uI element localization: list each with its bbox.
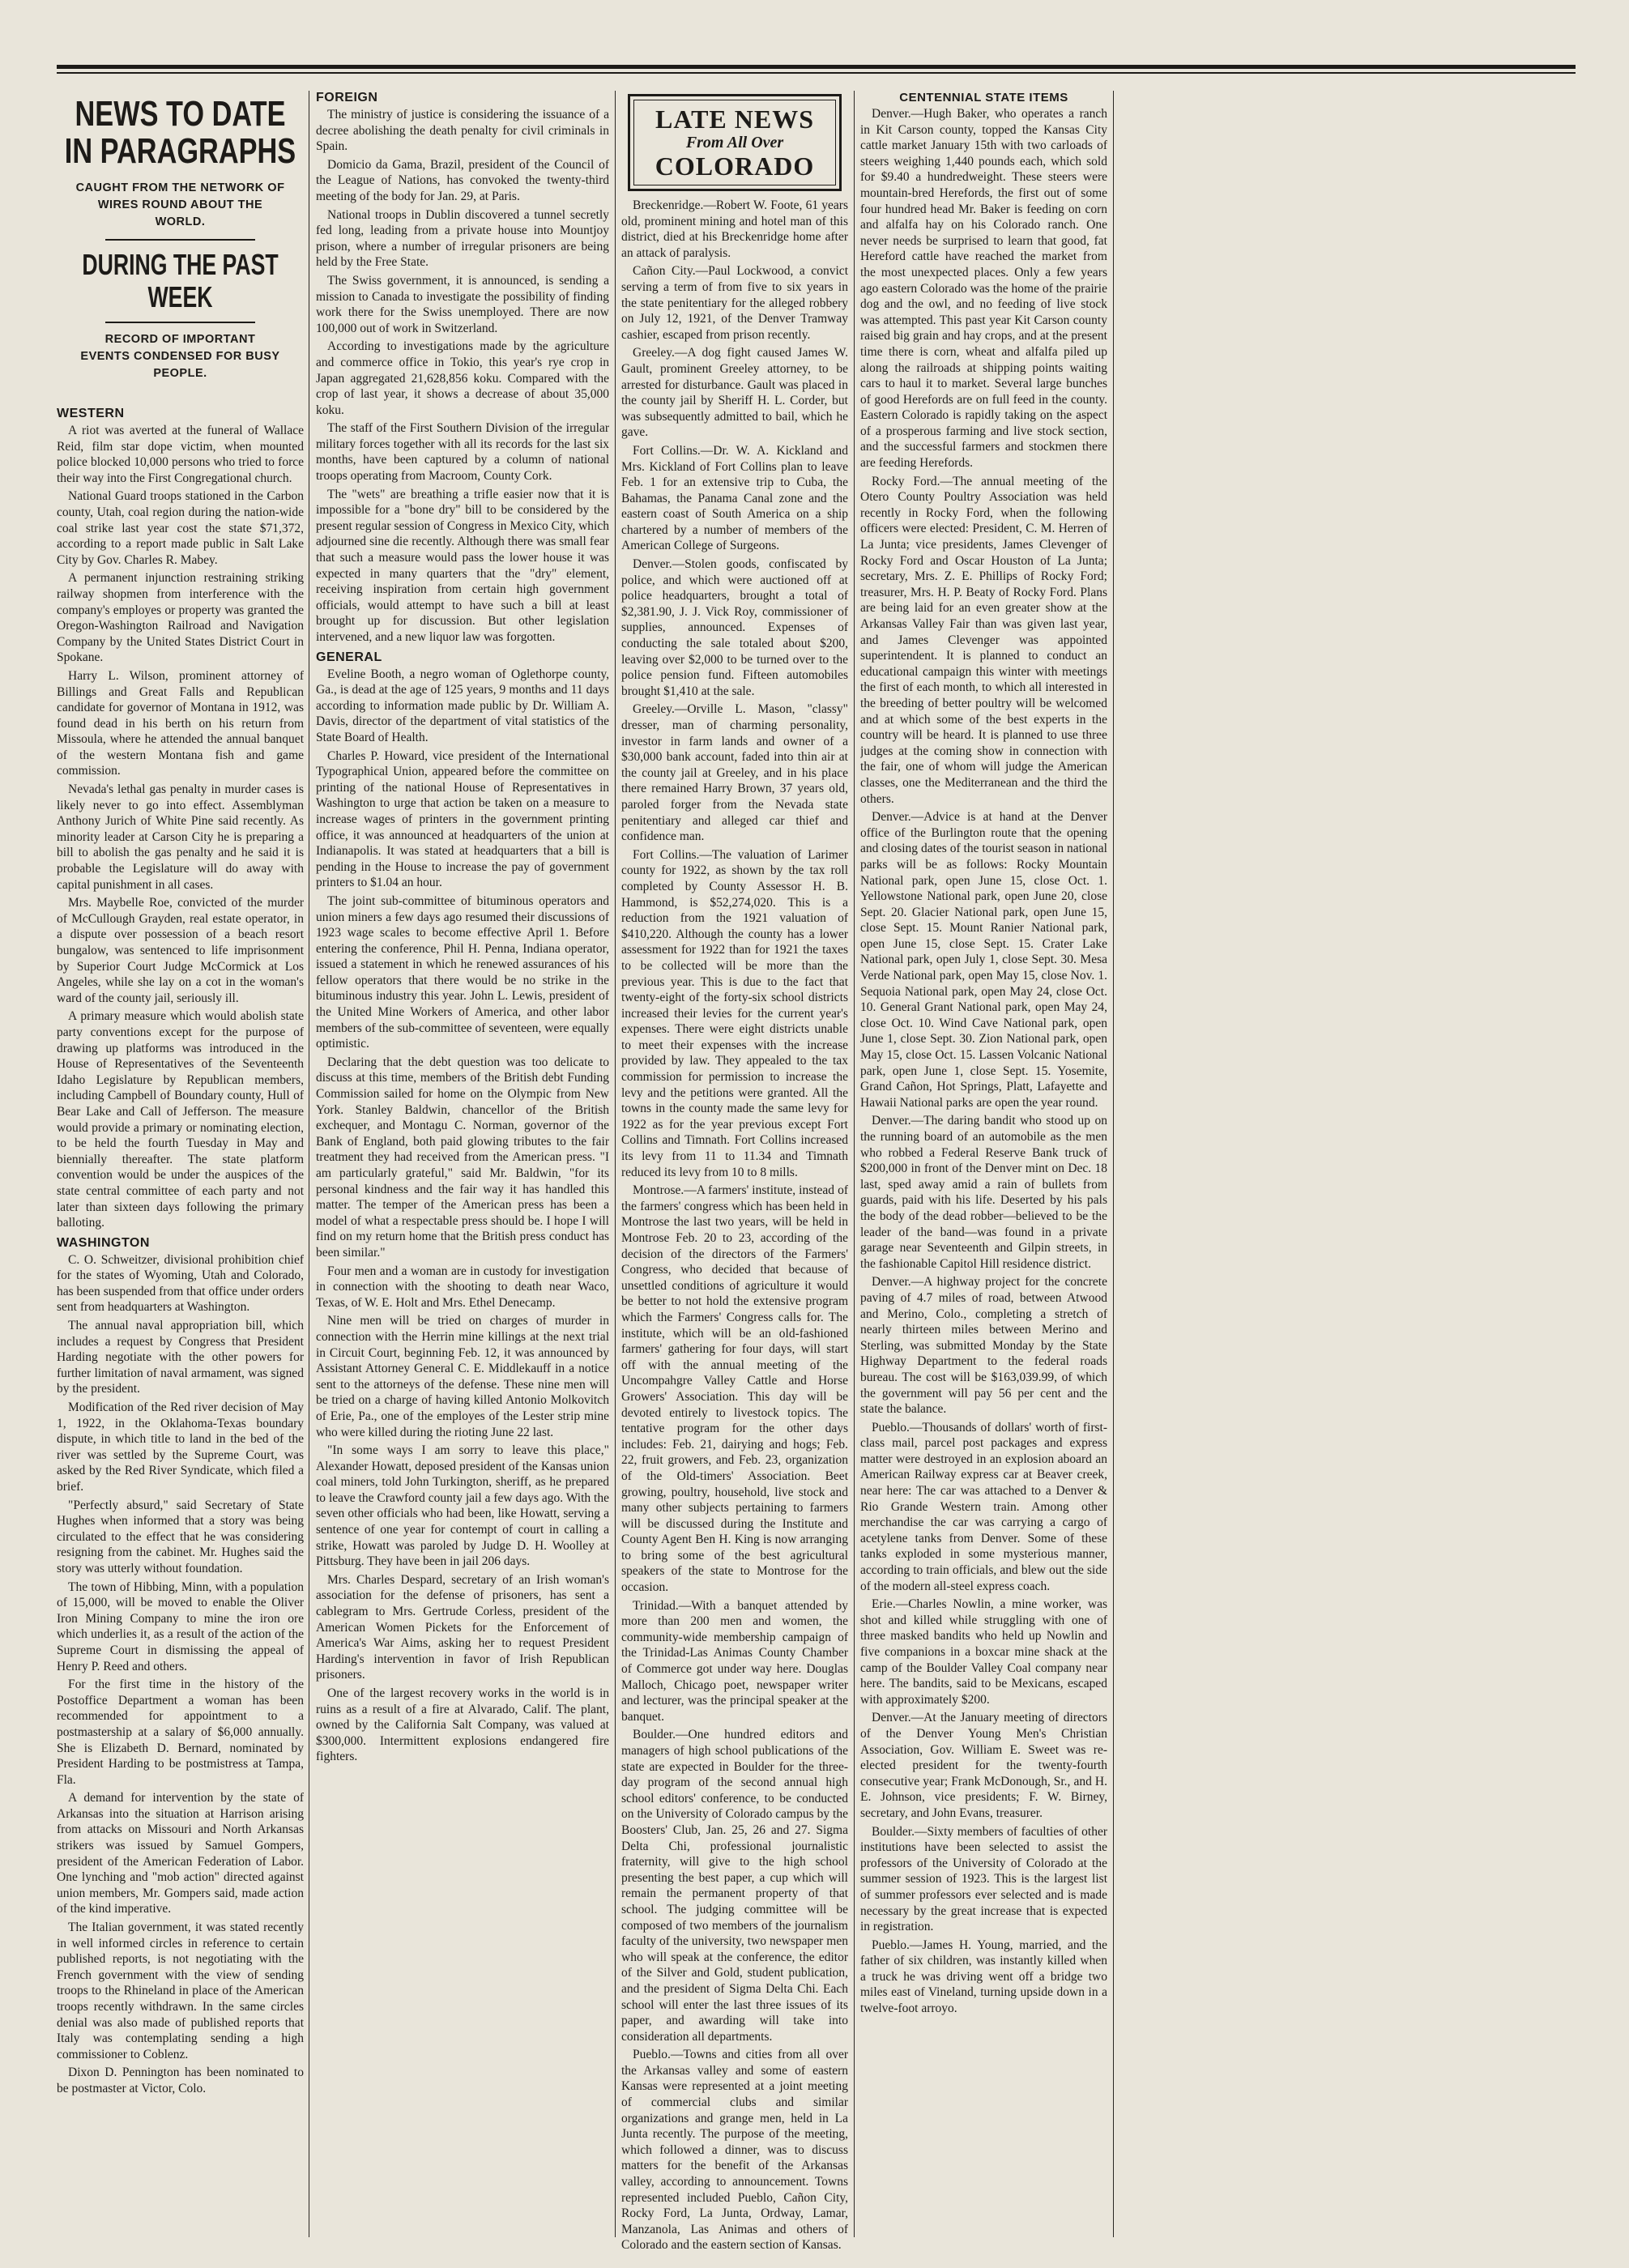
- article: According to investigations made by the agriculture and commerce office in Tokio, this year's rye crop in Japan aggregated 21,628,856 koku. Compared with the crop of last year, it shows a decrease of about 35,000 koku.: [316, 339, 609, 417]
- article: The annual naval appropriation bill, which includes a request by Congress that President Harding negotiate with the other powers for further limitation of naval armament, was signed by the president.: [57, 1319, 304, 1396]
- column-news-to-date: [57, 91, 304, 2100]
- column-rule: [854, 91, 855, 2237]
- article: A primary measure which would abolish state party conventions except for the purpose of drawing up platforms was introduced in the House of Representatives of the Seventeenth Idaho Legislature by Republican members, including Campbell of Boundary county, Hull of Bear Lake and Call of Jefferson. The measure would provide a primary or nominating election, to be held the fourth Tuesday in May and biennially thereafter. The state platform convention would be under the auspices of the state central committee of each party and not later than sixteen days following the primary balloting.: [57, 1009, 304, 1230]
- late-news-title: LATE NEWS: [655, 104, 814, 134]
- article: Pueblo.—James H. Young, married, and the father of six children, was instantly killed when a truck he was driving went off a bridge two miles east of Vineland, turning upside down in a twelve-foot arroyo.: [860, 1938, 1107, 2016]
- article: Eveline Booth, a negro woman of Oglethorpe county, Ga., is dead at the age of 125 years, 9 months and 11 days according to information made public by Dr. William A. Davis, director of the department of vital statistics of the State Board of Health.: [316, 667, 609, 744]
- article: Domicio da Gama, Brazil, president of the Council of the League of Nations, has convoked the twenty-third meeting of the body for Jan. 29, at Paris.: [316, 157, 609, 203]
- article: Nine men will be tried on charges of murder in connection with the Herrin mine killings at the next trial in Circuit Court, beginning Feb. 12, it was announced by Assistant Attorney General C. E. Middlekauff in a notice sent to the attorneys of the defense. These nine men will be tried on a charge of having killed Antonio Molkovitch of Erie, Pa., one of the employes of the Lester strip mine who were killed during the rioting June 22 last.: [316, 1314, 609, 1439]
- washington-articles: [57, 1252, 304, 2097]
- article: Cañon City.—Paul Lockwood, a convict serving a term of from five to six years in the state penitentiary for the alleged robbery on July 12, 1921, of the Denver Tramway cashier, escaped from prison recently.: [621, 264, 848, 342]
- article: Boulder.—One hundred editors and managers of high school publications of the state are expected in Boulder for the three-day program of the second annual high school editors' conference, to be conducted on the University of Colorado campus by the Boosters' Club, Jan. 25, 26 and 27. Sigma Delta Chi, professional journalistic fraternity, will give to the high school presenting the best paper, a cup which will remain the permanent property of that school. The judging committee will be composed of two members of the journalism faculty of the university, two newspaper men who will speak at the conference, the editor of the Silver and Gold, student publication, and the president of Sigma Delta Chi. Each school will enter the last three issues of its paper, and awarding will take into consideration all departments.: [621, 1728, 848, 2044]
- article: A permanent injunction restraining striking railway shopmen from interference with the company's employes or property was granted the Oregon-Washington Railroad and Navigation Company by the United States District Court in Spokane.: [57, 571, 304, 665]
- article: Montrose.—A farmers' institute, instead of the farmers' congress which has been held in Montrose the last two years, will be held in Montrose Feb. 20 to 23, according of the decision of the directors of the Farmers' Congress, who decided that because of unsettled conditions of agriculture it would be better to not hold the extensive program which the Farmers' Congress calls for. The institute, which will be an old-fashioned farmers' gathering for four days, will start off with the annual meeting of the Uncompahgre Valley Cattle and Horse Growers' Association. This day will be devoted entirely to livestock topics. The tentative program for the other days includes: Feb. 21, dairying and hogs; Feb. 22, fruit growers, and Feb. 23, organization of the Old-timers' Association. Beet growing, poultry, household, live stock and many other subjects pertaining to farmers will be discussed during the Institute and County Agent Ben H. King is now arranging to bring some of the best agricultural speakers of the state to Montrose for the occasion.: [621, 1183, 848, 1595]
- article: C. O. Schweitzer, divisional prohibition chief for the states of Wyoming, Utah and Colorado, has been suspended from that office under orders sent from headquarters at Washington.: [57, 1252, 304, 1315]
- late-news-region: COLORADO: [655, 151, 815, 181]
- article: The Italian government, it was stated recently in well informed circles in reference to certain published reports, is not negotiating with the French government with the view of sending troops to the Rhineland in place of the American troops recently withdrawn. In the same circles denial was also made of published reports that Italy was contemplating sending a high commissioner to Coblenz.: [57, 1921, 304, 2061]
- article: Mrs. Charles Despard, secretary of an Irish woman's association for the defense of prisoners, has sent a cablegram to Mrs. Gertrude Corless, president of the American Women Pickets for the Enforcement of America's War Aims, asking her to request President Harding's intervention in favor of Irish Republican prisoners.: [316, 1572, 609, 1682]
- article: Denver.—Stolen goods, confiscated by police, and which were auctioned off at police headquarters, brought a total of $2,381.90, J. J. Vick Roy, commissioner of supplies, announced. Expenses of conducting the sale totaled about $200, leaving over $2,000 to be turned over to the police pension fund. Fifteen automobiles brought $1,410 at the sale.: [621, 557, 848, 698]
- article: National Guard troops stationed in the Carbon county, Utah, coal region during the nation-wide coal strike last year cost the state $71,372, according to a report made public in Salt Lake City by Gov. Charles R. Mabey.: [57, 489, 304, 567]
- article: Four men and a woman are in custody for investigation in connection with the shooting to death near Waco, Texas, of W. E. Holt and Mrs. Ethel Denecamp.: [316, 1264, 609, 1310]
- article: Mrs. Maybelle Roe, convicted of the murder of McCullough Grayden, real estate operator, in a dispute over possession of a beach resort bungalow, was sentenced to life imprisonment by Superior Court Judge McCormick at Los Angeles, while she lay on a cot in the woman's ward of the county jail, seriously ill.: [57, 896, 304, 1005]
- article: Pueblo.—Thousands of dollars' worth of first-class mail, parcel post packages and express matter were destroyed in an explosion aboard an American Railway express car at Beaver creek, near here: The car was attached to a Denver & Rio Grande Western train. Among other merchandise the car was carrying a cargo of acetylene tanks from Denver. Some of these tanks exploded in some mysterious manner, according to train officials, and blew out the side of the modern all-steel express coach.: [860, 1420, 1107, 1593]
- article: Modification of the Red river decision of May 1, 1922, in the Oklahoma-Texas boundary dispute, in which title to land in the bed of the river was settled by the Supreme Court, was asked by the Red River Syndicate, which filed a brief.: [57, 1400, 304, 1494]
- article: A riot was averted at the funeral of Wallace Reid, film star dope victim, when mounted police blocked 10,000 persons who tried to force their way into the First Congregational church.: [57, 424, 304, 485]
- article: Dixon D. Pennington has been nominated to be postmaster at Victor, Colo.: [57, 2066, 304, 2095]
- article: Pueblo.—Towns and cities from all over the Arkansas valley and some of eastern Kansas were represented at a joint meeting of commercial clubs and similar organizations and grange men, held in La Junta recently. The purpose of the meeting, which followed a dinner, was to discuss matters for the benefit of the Arkansas valley, according to announcement. Towns represented included Pueblo, Cañon City, Rocky Ford, La Junta, Ordway, Lamar, Manzanola, Las Animas and others of Colorado and the eastern section of Kansas.: [621, 2048, 848, 2253]
- article: Greeley.—A dog fight caused James W. Gault, prominent Greeley attorney, to be arrested for disturbance. Gault was placed in the county jail by Sheriff H. L. Corder, but was subsequently admitted to bail, which he gave.: [621, 346, 848, 440]
- subheadline: CAUGHT FROM THE NETWORK OF WIRES ROUND ABOUT THE WORLD.: [75, 181, 285, 228]
- divider: [105, 239, 255, 241]
- section-heading: WESTERN: [57, 407, 125, 420]
- article: Harry L. Wilson, prominent attorney of Billings and Great Falls and Republican candidate for governor of Montana in 1912, was found dead in his berth on his return from Missoula, where he attended the annual banquet of the western Montana fish and game commission.: [57, 668, 304, 778]
- newspaper-page: [57, 65, 1576, 2253]
- article: Trinidad.—With a banquet attended by more than 200 men and women, the community-wide membership campaign of the Trinidad-Las Animas County Chamber of Commerce got under way here. Douglas Malloch, Chicago poet, newspaper writer and lecturer, was the principal speaker at the banquet.: [621, 1598, 848, 1724]
- article: One of the largest recovery works in the world is in ruins as a result of a fire at Alvarado, Calif. The plant, owned by the California Salt Company, was valued at $300,000. Intermittent explosions endangered fire fighters.: [316, 1686, 609, 1764]
- article: The staff of the First Southern Division of the irregular military forces together with all its records for the last six months, have been captured by a column of national troops operating from Macroom, County Cork.: [316, 421, 609, 484]
- article: Rocky Ford.—The annual meeting of the Otero County Poultry Association was held recently in Rocky Ford, when the following officers were elected: President, C. M. Herren of La Junta; vice presidents, James Clevenger of Rocky Ford and Oscar Houston of La Junta; secretary, Mrs. Z. E. Phillips of Rocky Ford; treasurer, Mrs. H. P. Beaty of Rocky Ford. Plans are being laid for an even greater show at the Arkansas Valley Fair than was given last year, and James Clevenger was appointed superintendent. It is planned to conduct an educational campaign this winter with meetings the first of each month, to which all interested in the breeding of better poultry will be welcomed and at which some of the best experts in the country will be heard. It is planned to use three judges at the coming show in connection with the fair, one of whom will judge the American classes, one the Mediterranean and the third the others.: [860, 474, 1107, 806]
- article: Denver.—The daring bandit who stood up on the running board of an automobile as the men who robbed a Federal Reserve Bank truck of $200,000 in front of the Denver mint on Dec. 18 last, sped away amid a rain of bullets from guards, paid with his life. Deserted by his pals the body of the dead robber—believed to be the leader of the band—was found in a private garage near Seventeenth and Gilpin streets, in the fashionable Capitol Hill residence district.: [860, 1114, 1107, 1271]
- article: For the first time in the history of the Postoffice Department a woman has been recommended for appointment to a postmastership at a salary of $6,000 annually. She is Elizabeth D. Bernard, nominated by President Harding to be postmistress at Tampa, Fla.: [57, 1678, 304, 1787]
- column-foreign-general: [316, 91, 609, 1767]
- section-heading: FOREIGN: [316, 91, 378, 104]
- column-rule: [1113, 91, 1114, 2237]
- headline: DURING THE PAST WEEK: [82, 248, 279, 313]
- article: Fort Collins.—Dr. W. A. Kickland and Mrs. Kickland of Fort Collins plan to leave Feb. 1 for an extensive trip to Cuba, the Bahamas, the Panama Canal zone and the eastern coast of South America on a ship chartered by a number of members of the American College of Surgeons.: [621, 443, 848, 553]
- article: The town of Hibbing, Minn, with a population of 15,000, will be moved to enable the Oliver Iron Mining Company to mine the iron ore which underlies it, as a result of the action of the Supreme Court in dismissing the appeal of Henry P. Reed and others.: [57, 1580, 304, 1673]
- column-late-news: [621, 91, 848, 2256]
- headline: NEWS TO DATE: [75, 94, 286, 134]
- article: The Swiss government, it is announced, is sending a mission to Canada to investigate the possibility of finding work there for the Swiss unemployed. There are now 100,000 out of work in Switzerland.: [316, 273, 609, 335]
- subheadline: RECORD OF IMPORTANT EVENTS CONDENSED FOR BUSY PEOPLE.: [80, 333, 280, 380]
- top-rule-thin: [57, 72, 1576, 74]
- article: Declaring that the debt question was too delicate to discuss at this time, members of the British debt Funding Commission sailed for home on the Olympic from New York. Stanley Baldwin, chancellor of the British exchequer, and Montagu C. Norman, governor of the Bank of England, both paid glowing tributes to the fair treatment they had received from the American press. "I am particularly grateful," said Mr. Baldwin, "for its personal kindness and the fair way it has handled this matter. The temper of the American press has been a model of what a respectable press should be. I hope I will find on my return home that the British press conduct has been similar.": [316, 1055, 609, 1260]
- headline: IN PARAGRAPHS: [64, 131, 296, 171]
- article: Greeley.—Orville L. Mason, "classy" dresser, man of charming personality, investor in farm lands and owner of a $30,000 bank account, faded into thin air at the county jail at Greeley, and in his place there remained Harry Brown, 37 years old, paroled forger from the Nevada state penitentiary and alleged car thief and confidence man.: [621, 702, 848, 844]
- article: National troops in Dublin discovered a tunnel secretly fed long, leading from a private house into Mountjoy prison, where a number of irregular prisoners are being held by the Free State.: [316, 207, 609, 270]
- section-heading: CENTENNIAL STATE ITEMS: [899, 91, 1068, 104]
- article: Charles P. Howard, vice president of the International Typographical Union, appeared before the committee on printing of the national House of Representatives in Washington to urge that action be taken on a measure to increase wages of printers in the government printing office, it was announced at headquarters of the union at Indianapolis. It was stated at headquarters that a bill is pending in the House to increase the pay of government printers to $1.04 an hour.: [316, 748, 609, 890]
- western-articles: [57, 423, 304, 1231]
- article: Denver.—Advice is at hand at the Denver office of the Burlington route that the opening and closing dates of the tourist season in national parks will be as follows: Rocky Mountain National park, open June 15, close Oct. 1. Yellowstone National park, open June 20, close Sept. 20. Glacier National park, open June 15, close Sept. 15. Mount Ranier National park, open June 15, close Sept. 15. Crater Lake National park, open July 1, close Sept. 30. Mesa Verde National park, open May 15, close Nov. 1. Sequoia National park, open May 24, close Oct. 10. General Grant National park, open May 24, close Oct. 10. Wind Cave National park, open June 1, close Sept. 30. Zion National park, open May 15, close Oct. 15. Lassen Volcanic National park, open June 1, close Sept. 15. Yosemite, Grand Cañon, Hot Springs, Platt, Lafayette and Hawaii National parks are open the year round.: [860, 810, 1107, 1110]
- article: Denver.—Hugh Baker, who operates a ranch in Kit Carson county, topped the Kansas City cattle market January 15th with two carloads of steers weighing 1,440 pounds each, which sold for $9.40 a hundredweight. These steers were mountain-bred Herefords, the first out of some four hundred head Mr. Baker is feeding on corn and alfalfa hay on his Colorado ranch. One never needs be surprised to learn that good, fat Hereford cattle have reached the market from the most unexpected places. Only a few years ago eastern Colorado was the home of the prairie dog and the owl, and no feeding of live stock was attempted. This past year Kit Carson county raised big grain and hay crops, and at the present time there is corn, wheat and alfalfa piled up along the railroads at shipping points waiting cars to haul it to market. Several large bunches of good Herefords are on full feed in the county. Eastern Colorado is rapidly taking on the aspect of a prosperous farming and live stock section, and the successful farmers and stockmen there are feeding Herefords.: [860, 107, 1107, 471]
- article: Boulder.—Sixty members of faculties of other institutions have been selected to assist the professors of the University of Colorado at the summer session of 1923. This is the largest list of summer professors ever selected and is made necessary by the great increase that is expected in registration.: [860, 1824, 1107, 1934]
- section-heading: GENERAL: [316, 650, 382, 664]
- article: Denver.—At the January meeting of directors of the Denver Young Men's Christian Association, Gov. William E. Sweet was re-elected president for the twenty-fourth consecutive year; Frank McDonough, Sr., and H. E. Johnson, vice presidents; F. W. Birney, secretary, and John Evans, treasurer.: [860, 1711, 1107, 1820]
- article: The "wets" are breathing a trifle easier now that it is impossible for a "bone dry" bill to be considered by the present regular session of Congress in Mexico City, which adjourned sine die recently. Although there was small fear that such a measure would pass the lower house it was expected in many quarters that the "dry" element, receiving inspiration from certain high government officials, would attempt to have such a bill at least brought up for discussion. But other legislation intervened, and a new liquor law was forgotten.: [316, 487, 609, 644]
- divider: [105, 322, 255, 323]
- column-centennial-state: [860, 91, 1107, 2019]
- article: Erie.—Charles Nowlin, a mine worker, was shot and killed while struggling with one of three masked bandits who held up Nowlin and five companions in a boxcar mine shack at the camp of the Boulder Valley Coal company near here. The bandits, said to be Mexicans, escaped with approximately $200.: [860, 1597, 1107, 1707]
- column-rule: [615, 91, 616, 2237]
- article: The joint sub-committee of bituminous operators and union miners a few days ago resumed their discussions of 1923 wage scales to become effective April 1. Before entering the conference, Phil H. Penna, Indiana operator, issued a statement in which he renewed assurances of his fellow operators that there would be no strike in the bituminous industry this year. John L. Lewis, president of the United Mine Workers of America, and other labor members of the sub-committee of seventeen, were equally optimistic.: [316, 893, 609, 1051]
- section-heading: WASHINGTON: [57, 1235, 150, 1250]
- article: The ministry of justice is considering the issuance of a decree abolishing the death penalty for civil criminals in Spain.: [316, 108, 609, 154]
- top-rule: [57, 65, 1576, 69]
- article: Denver.—A highway project for the concrete paving of 4.7 miles of road, between Atwood and Merino, Colo., completing a stretch of nearly thirteen miles between Merino and Sterling, was submitted Monday by the State Highway Department to the federal roads bureau. The cost will be $163,039.99, of which the government will pay 56 per cent and the state the balance.: [860, 1275, 1107, 1417]
- article: A demand for intervention by the state of Arkansas into the situation at Harrison arising from attacks on Missouri and North Arkansas strikers was issued by Samuel Gompers, president of the American Federation of Labor. One lynching and "mob action" directed against union members, Mr. Gompers said, made action of the kind imperative.: [57, 1791, 304, 1916]
- article: "In some ways I am sorry to leave this place," Alexander Howatt, deposed president of the Kansas union coal miners, told John Turkington, sheriff, as he prepared to leave the Crawford county jail a few days ago. With the seven other officials who had been, like Howatt, serving a sentence of one year for contempt of court in calling a strike, Howatt was paroled by Judge D. H. Woolley at Pittsburg. They have been in jail 206 days.: [316, 1443, 609, 1569]
- late-news-header-box: [628, 94, 842, 191]
- late-news-subtitle: From All Over: [685, 134, 784, 151]
- article: Nevada's lethal gas penalty in murder cases is likely never to go into effect. Assemblyman Anthony Jurich of White Pine said recently. As minority leader at Carson City he is preparing a bill to abolish the gas penalty and he said it is probable the Legislature will do away with capital punishment in all cases.: [57, 782, 304, 892]
- article: "Perfectly absurd," said Secretary of State Hughes when informed that a story was being circulated to the effect that he was considering resigning from the cabinet. Mr. Hughes said the story was utterly without foundation.: [57, 1498, 304, 1575]
- article: Breckenridge.—Robert W. Foote, 61 years old, prominent mining and hotel man of this district, died at his Breckenridge home after an attack of paralysis.: [621, 198, 848, 260]
- article: Fort Collins.—The valuation of Larimer county for 1922, as shown by the tax roll completed by County Assessor H. B. Hammond, is $52,274,020. This is a reduction from the 1921 valuation of $410,220. Although the county has a lower assessment for 1922 than for 1921 the taxes to be collected will be more than the previous year. This is due to the fact that twenty-eight of the forty-six school districts increased their levies for the current year's expenses. There were eight districts unable to meet their expenses with the increase provided by law. They appealed to the tax commission for permission to increase the levy and the petitions were granted. All the towns in the county made the same levy for 1922 as for the year previous except Fort Collins and Timnath. Fort Collins increased its levy from 11 to 11.34 and Timnath reduced its levy from 10 to 8 mills.: [621, 847, 848, 1179]
